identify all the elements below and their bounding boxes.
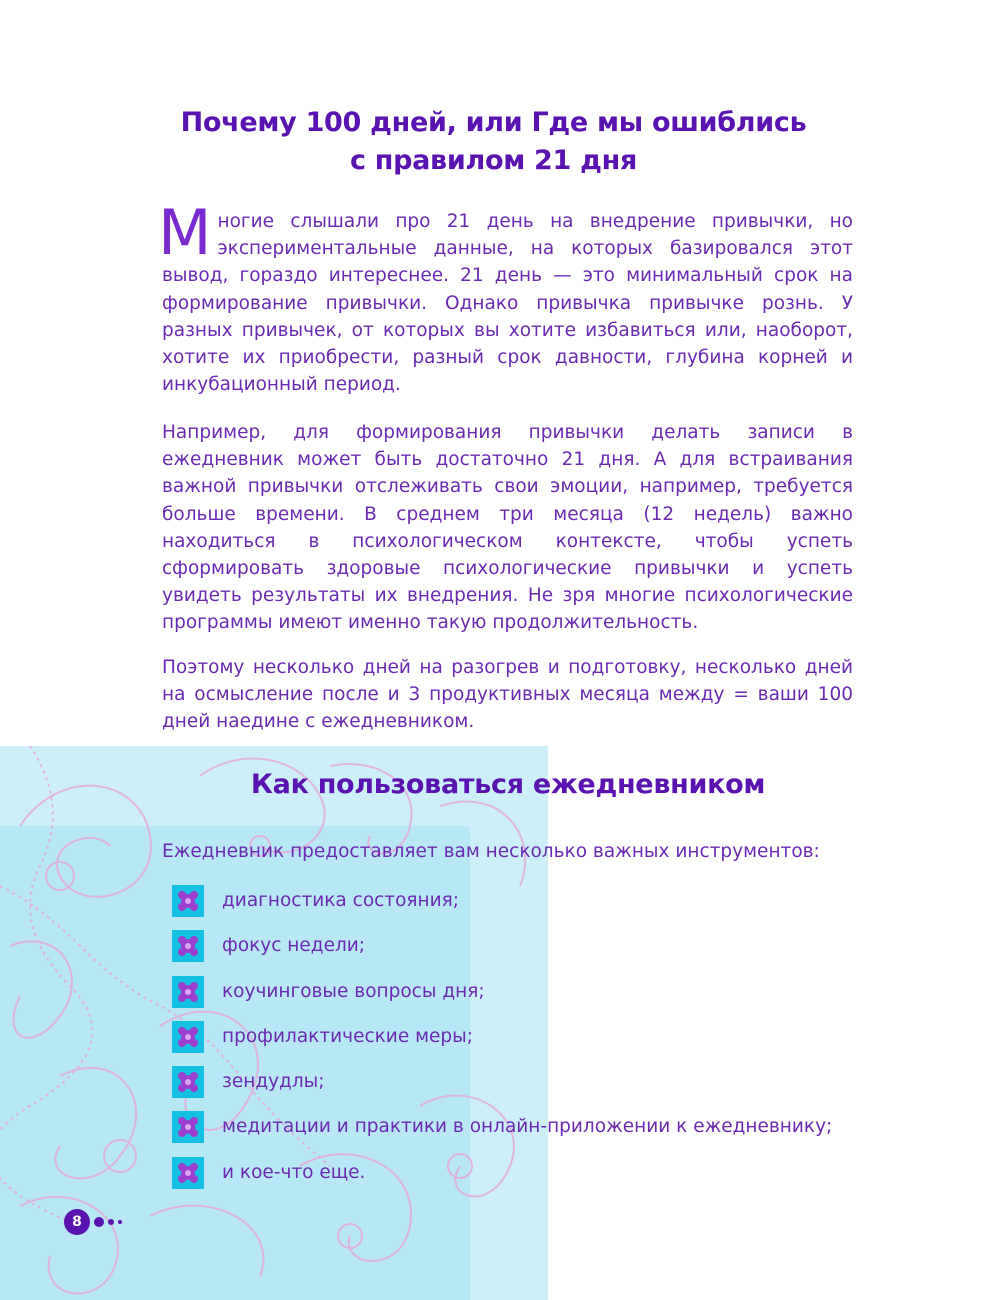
list-item-label: коучинговые вопросы дня; bbox=[222, 980, 485, 1002]
flower-icon bbox=[172, 1066, 204, 1098]
page-title-line-1: Почему 100 дней, или Где мы ошиблись bbox=[180, 107, 807, 138]
paragraph-summary: Поэтому несколько дней на разогрев и подготовку, несколько дней на осмысление после и 3 продуктивных месяца между = ваши 100 дней наедине с ежедневником. bbox=[162, 657, 853, 733]
list-item-label: профилактические меры; bbox=[222, 1025, 473, 1047]
flower-icon bbox=[172, 1021, 204, 1053]
list-item-label: зендудлы; bbox=[222, 1071, 325, 1093]
page-title-line-2: с правилом 21 дня bbox=[349, 145, 638, 176]
list-item-label: фокус недели; bbox=[222, 935, 366, 957]
flower-icon bbox=[172, 1157, 204, 1189]
paragraph-intro bbox=[158, 196, 853, 398]
flower-icon bbox=[172, 976, 204, 1008]
list-item-label: медитации и практики в онлайн-приложении к ежедневнику; bbox=[222, 1116, 833, 1138]
list-item-label: диагностика состояния; bbox=[222, 890, 460, 911]
section-intro: Ежедневник предоставляет вам несколько важных инструментов: bbox=[162, 841, 820, 862]
flower-icon bbox=[172, 1111, 204, 1143]
page-title bbox=[0, 104, 987, 180]
paragraph-intro-text: ногие слышали про 21 день на внедрение привычки, но экспериментальные данные, на которых базировался этот вывод, гораздо интереснее. 21 день — это минимальный срок на формирование привычки. Однако привычка привычке рознь. У разных привычек, от которых вы хотите избавиться или, наоборот, хотите их приобрести, разный срок давности, глубина корней и инкубационный период. bbox=[162, 211, 853, 396]
flower-icon bbox=[172, 885, 204, 917]
section-title: Как пользоваться ежедневником bbox=[250, 769, 766, 800]
page-number bbox=[64, 1209, 122, 1235]
flower-icon bbox=[172, 930, 204, 962]
page-dot-icon bbox=[94, 1217, 104, 1227]
list-item-label: и кое-что еще. bbox=[222, 1161, 366, 1183]
paragraph-example: Например, для формирования привычки делать записи в ежедневник может быть достаточно 21 дня. А для встраивания важной привычки отслеживать свои эмоции, например, требуется больше времени. В среднем три месяца (12 недель) важно находиться в психологическом контексте, чтобы успеть сформировать здоровые психологические привычки и успеть увидеть результаты их внедрения. Не зря многие психологические программы имеют именно такую продолжительность. bbox=[162, 422, 853, 634]
drop-cap: М bbox=[158, 196, 212, 269]
page-number-badge: 8 bbox=[64, 1209, 90, 1235]
page-dot-icon bbox=[108, 1219, 114, 1225]
page-dot-icon bbox=[118, 1220, 122, 1224]
